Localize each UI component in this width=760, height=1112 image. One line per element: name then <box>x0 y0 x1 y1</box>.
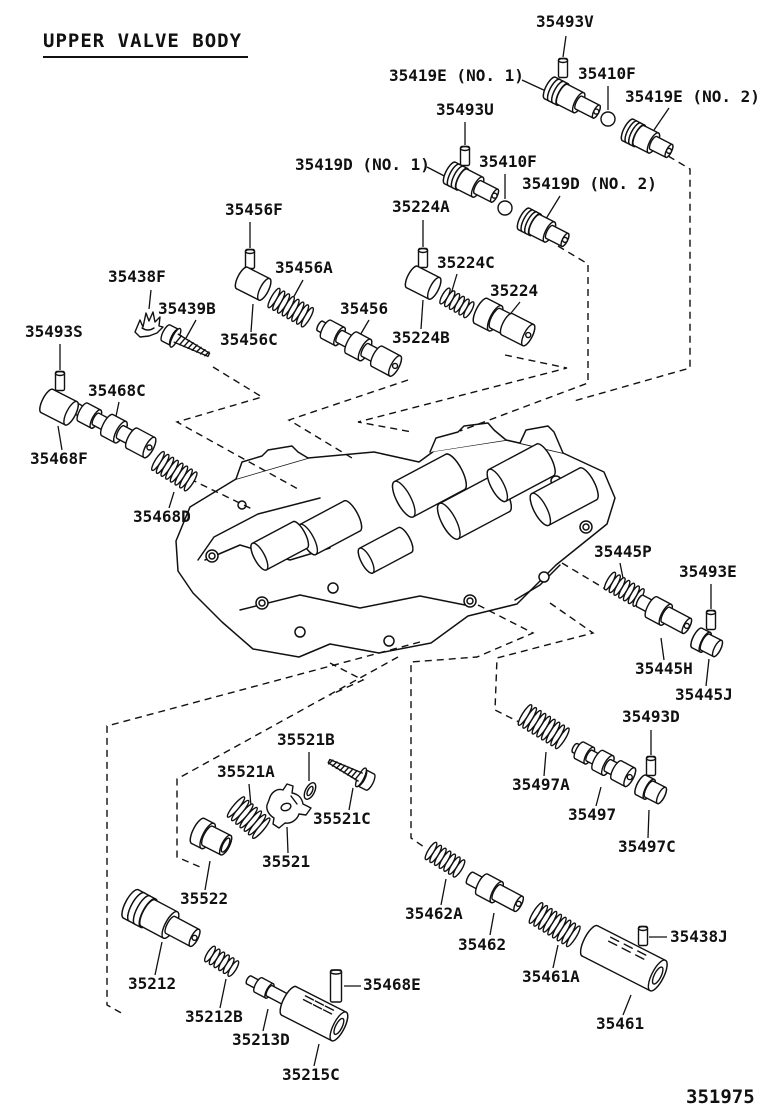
part-label-35493d: 35493D <box>622 707 680 726</box>
part-label-35468c: 35468C <box>88 381 146 400</box>
spring-35468d <box>150 450 199 492</box>
pin-35456f <box>246 250 255 269</box>
spring-35456a <box>266 287 315 328</box>
ring-35521b <box>302 781 318 801</box>
valve-35445h <box>635 594 693 635</box>
part-label-35419e-no-1: 35419E (NO. 1) <box>389 66 524 85</box>
bolt-35521c <box>328 760 375 791</box>
piston-35468f <box>37 387 81 427</box>
valve-35419e-no2 <box>619 117 675 158</box>
clip-35438f <box>135 312 163 337</box>
figure-number: 351975 <box>686 1086 755 1108</box>
part-label-35438f: 35438F <box>108 267 166 286</box>
part-label-35493s: 35493S <box>25 322 83 341</box>
part-label-35456: 35456 <box>340 299 389 318</box>
part-label-35456f: 35456F <box>225 200 283 219</box>
plug-35497c <box>633 773 669 804</box>
part-label-35468d: 35468D <box>133 507 191 526</box>
spool-35212 <box>119 887 203 948</box>
spool-35456 <box>316 320 404 378</box>
part-label-35410f: 35410F <box>479 152 537 171</box>
spring-35461a <box>527 901 582 948</box>
valve-35419e-no1 <box>541 75 602 119</box>
part-label-35410f: 35410F <box>578 64 636 83</box>
pin-35493u <box>461 147 470 166</box>
part-label-35224: 35224 <box>490 281 539 300</box>
part-label-35224a: 35224A <box>392 197 450 216</box>
plug-35445j <box>689 626 725 657</box>
part-label-35212b: 35212B <box>185 1007 243 1026</box>
part-label-35462a: 35462A <box>405 904 463 923</box>
pin-35438j <box>639 927 648 946</box>
part-label-35497: 35497 <box>568 805 617 824</box>
valve-35462 <box>465 871 525 912</box>
part-label-35439b: 35439B <box>158 299 216 318</box>
spring-35462a <box>423 841 466 878</box>
part-label-35522: 35522 <box>180 889 229 908</box>
cylinder-35461 <box>577 923 671 993</box>
part-label-35445h: 35445H <box>635 659 693 678</box>
part-label-35419e-no-2: 35419E (NO. 2) <box>625 87 760 106</box>
spring-35224c <box>438 287 476 319</box>
spring-35212b <box>203 945 241 978</box>
part-label-35224b: 35224B <box>392 328 450 347</box>
pin-35493d <box>647 757 656 776</box>
part-label-35521a: 35521A <box>217 762 275 781</box>
part-label-35461a: 35461A <box>522 967 580 986</box>
part-label-35419d-no-1: 35419D (NO. 1) <box>295 155 430 174</box>
part-label-35521: 35521 <box>262 852 311 871</box>
diagram-title: UPPER VALVE BODY <box>43 30 248 58</box>
pin-35468e <box>331 970 342 1002</box>
ball-35410f-1 <box>601 112 615 126</box>
spool-35468c <box>73 403 159 460</box>
part-label-35493u: 35493U <box>436 100 494 119</box>
part-label-35213d: 35213D <box>232 1030 290 1049</box>
part-label-35468e: 35468E <box>363 975 421 994</box>
part-label-35497a: 35497A <box>512 775 570 794</box>
pin-35493v <box>559 59 568 78</box>
part-label-35521c: 35521C <box>313 809 371 828</box>
valve-35224 <box>470 296 537 347</box>
pin-35224a <box>419 249 428 268</box>
valve-35419d-no2 <box>515 206 571 247</box>
part-label-35419d-no-2: 35419D (NO. 2) <box>522 174 657 193</box>
part-label-35215c: 35215C <box>282 1065 340 1084</box>
ball-35410f-2 <box>498 201 512 215</box>
part-label-35456c: 35456C <box>220 330 278 349</box>
part-label-35212: 35212 <box>128 974 177 993</box>
part-label-35224c: 35224C <box>437 253 495 272</box>
part-label-35456a: 35456A <box>275 258 333 277</box>
pin-35493s <box>56 372 65 391</box>
piston-35224b <box>403 264 444 301</box>
cam-35521 <box>267 784 311 828</box>
part-label-35461: 35461 <box>596 1014 645 1033</box>
part-label-35493v: 35493V <box>536 12 594 31</box>
part-label-35468f: 35468F <box>30 449 88 468</box>
pin-35493e <box>707 611 716 630</box>
part-label-35521b: 35521B <box>277 730 335 749</box>
part-label-35445j: 35445J <box>675 685 733 704</box>
part-label-35462: 35462 <box>458 935 507 954</box>
part-label-35493e: 35493E <box>679 562 737 581</box>
valve-35497 <box>571 742 638 788</box>
part-label-35497c: 35497C <box>618 837 676 856</box>
spring-35521a <box>225 795 271 840</box>
spring-35497a <box>516 703 571 750</box>
part-label-35445p: 35445P <box>594 542 652 561</box>
piston-35456c <box>233 265 274 302</box>
part-label-35438j: 35438J <box>670 927 728 946</box>
sleeve-35522 <box>187 816 234 856</box>
bolt-35439b <box>161 325 210 357</box>
valve-35419d-no1 <box>441 160 500 203</box>
